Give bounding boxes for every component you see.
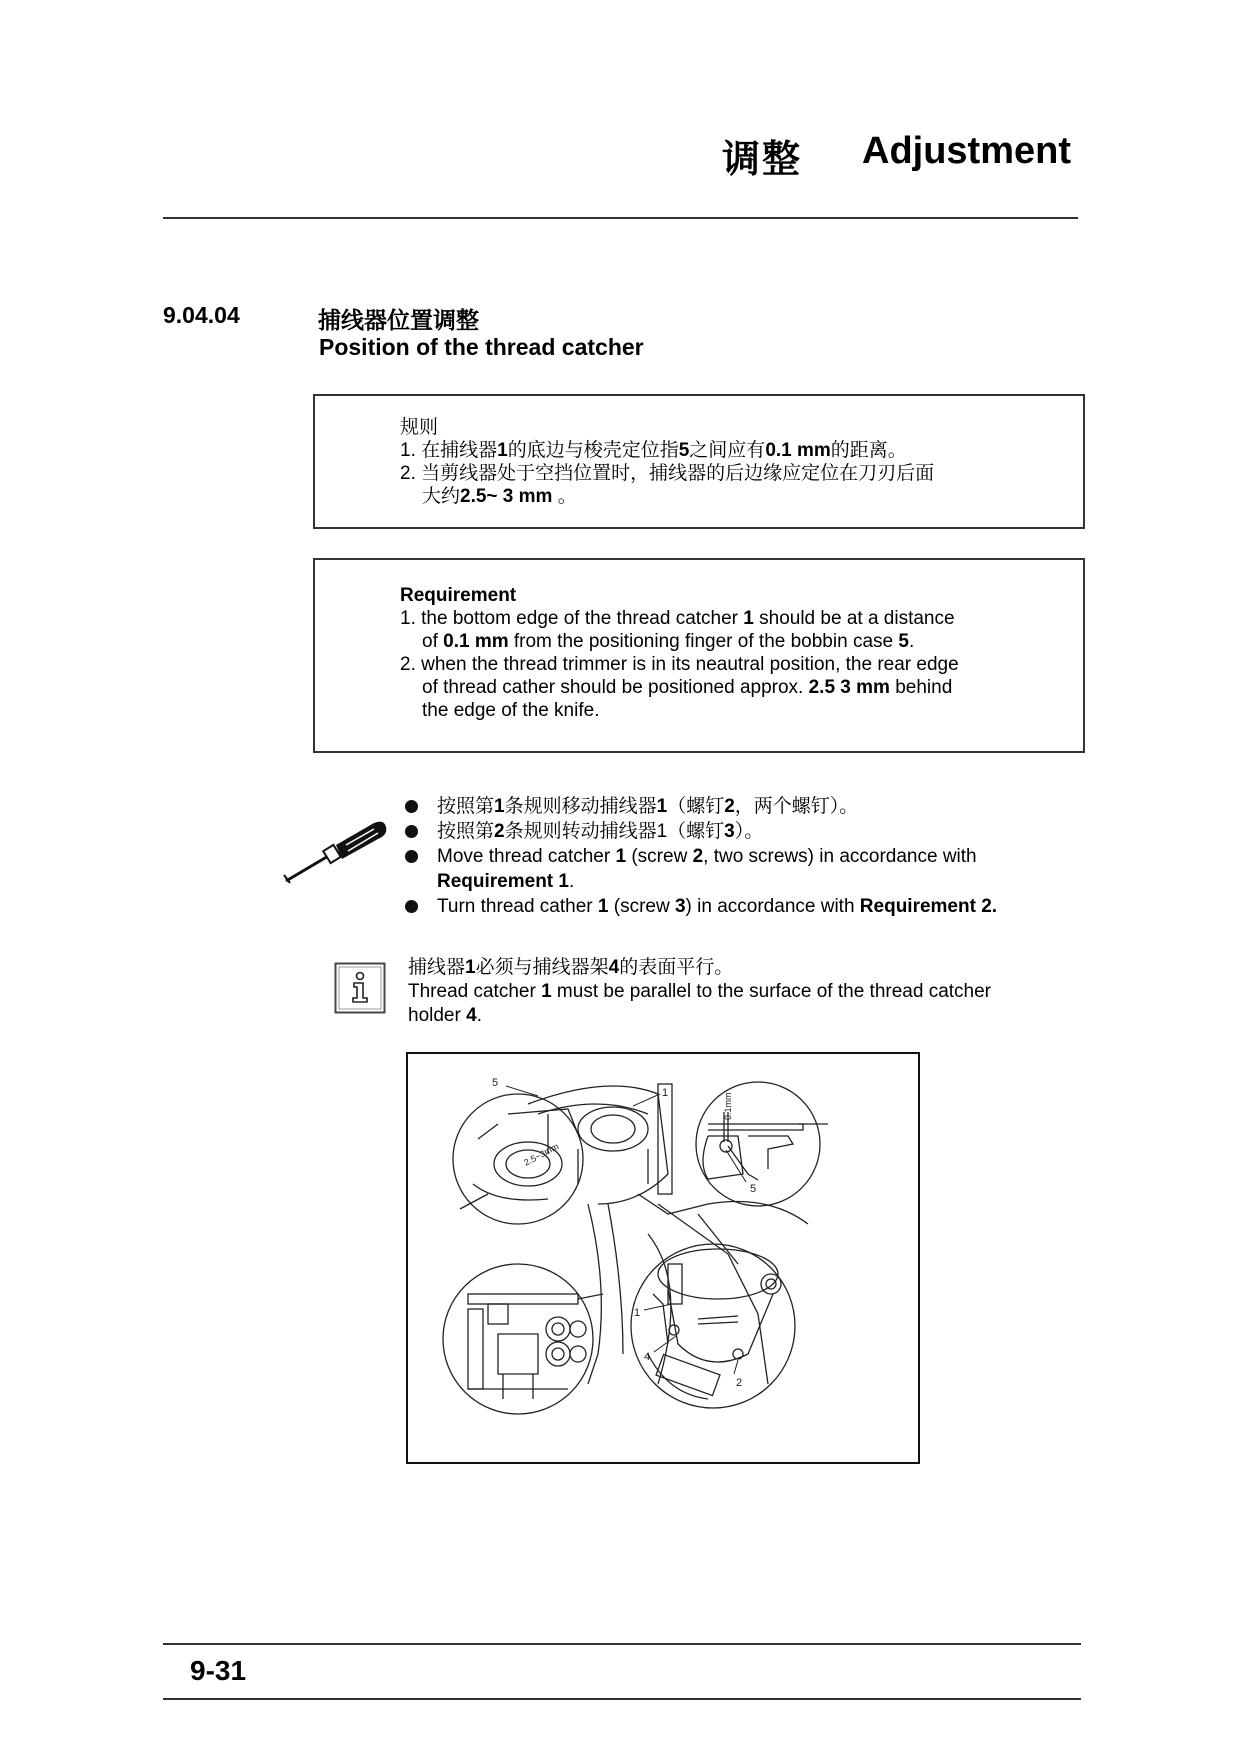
requirement-line-4: of thread cather should be positioned approx. 2.5 3 mm behind <box>422 677 953 698</box>
footer-rule-bottom <box>163 1698 1081 1700</box>
requirement-line-2: of 0.1 mm from the positioning finger of the bobbin case 5. <box>422 631 915 652</box>
figure-dim-2-5-3mm: 2.5~3mm <box>522 1141 561 1168</box>
requirement-line-3: 2. when the thread trimmer is in its neautral position, the rear edge <box>400 654 959 675</box>
figure-label-5b: 5 <box>750 1183 757 1195</box>
step-item-1: 按照第1条规则移动捕线器1（螺钉2，两个螺钉）。 <box>405 794 997 819</box>
rule-line-2: 2. 当剪线器处于空挡位置时，捕线器的后边缘应定位在刀刃后面 <box>400 463 935 484</box>
note-line-en-2: holder 4. <box>408 1005 482 1026</box>
step-item-3: Move thread catcher 1 (screw 2, two screws) in accordance with <box>405 844 997 869</box>
rule-box-cn <box>313 394 1085 529</box>
requirement-line-1: 1. the bottom edge of the thread catcher 1 should be at a distance <box>400 608 955 629</box>
figure-dim-0-1mm: 0.1mm <box>723 1092 733 1120</box>
steps-list <box>405 794 997 919</box>
step-item-2: 按照第2条规则转动捕线器1（螺钉3）。 <box>405 819 997 844</box>
header-rule <box>163 217 1078 219</box>
note-line-en-1: Thread catcher 1 must be parallel to the surface of the thread catcher <box>408 981 992 1002</box>
step-item-3-cont: Requirement 1. <box>437 871 575 892</box>
rule-heading-cn: 规则 <box>400 417 439 438</box>
section-title-cn: 捕线器位置调整 <box>318 307 479 333</box>
figure-label-2: 2 <box>736 1377 743 1389</box>
rule-line-3: 大约2.5~ 3 mm 。 <box>422 486 577 507</box>
figure-label-5: 5 <box>492 1077 499 1089</box>
requirement-line-5: the edge of the knife. <box>422 700 600 721</box>
requirement-box-en <box>313 558 1085 753</box>
section-title-en: Position of the thread catcher <box>319 334 644 360</box>
bullet-icon <box>405 800 418 813</box>
header-title-en: Adjustment <box>862 130 1071 172</box>
footer-rule-top <box>163 1643 1081 1645</box>
step-item-4: Turn thread cather 1 (screw 3) in accordance with Requirement 2. <box>405 894 997 919</box>
section-number: 9.04.04 <box>163 302 240 328</box>
technical-illustration <box>406 1052 920 1464</box>
figure-label-4: 4 <box>644 1351 651 1363</box>
requirement-heading: Requirement <box>400 585 517 606</box>
figure-label-1b: 1 <box>634 1307 641 1319</box>
header-title-cn: 调整 <box>722 139 803 181</box>
page-number: 9-31 <box>190 1655 247 1686</box>
bullet-icon <box>405 900 418 913</box>
info-icon <box>334 962 386 1014</box>
screwdriver-icon <box>282 815 392 885</box>
figure-label-1: 1 <box>662 1087 669 1099</box>
note-line-cn: 捕线器1必须与捕线器架4的表面平行。 <box>408 957 734 978</box>
note-text <box>408 956 991 1028</box>
bullet-icon <box>405 850 418 863</box>
rule-line-1: 1. 在捕线器1的底边与梭壳定位指5之间应有0.1 mm的距离。 <box>400 440 907 461</box>
illustration-drawing <box>408 1054 918 1462</box>
bullet-icon <box>405 825 418 838</box>
